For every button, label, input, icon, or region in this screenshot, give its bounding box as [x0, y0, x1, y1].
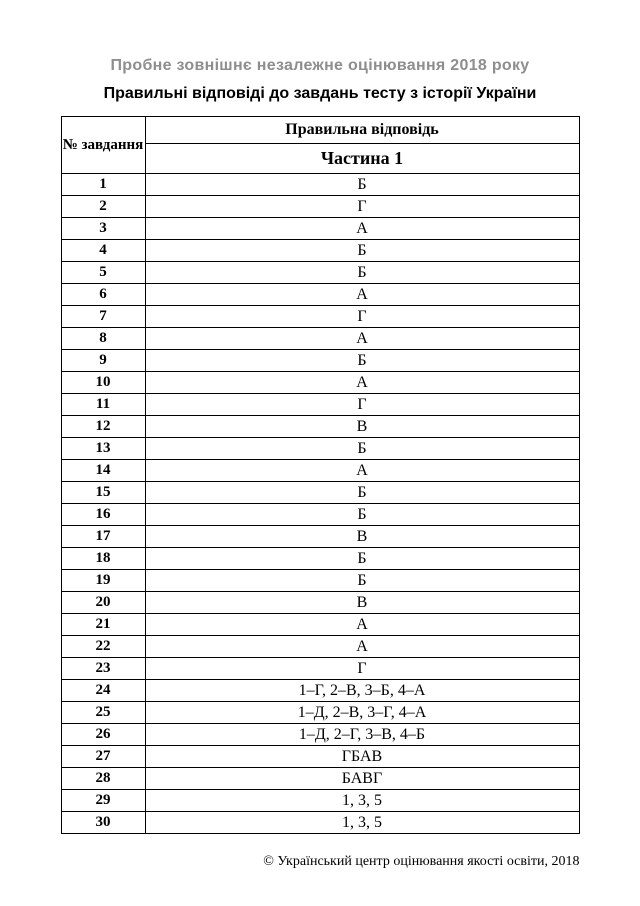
table-row — [61, 768, 579, 790]
table-row — [61, 746, 579, 768]
answer-cell: А — [145, 372, 579, 394]
task-number-cell: 5 — [61, 262, 145, 284]
table-row — [61, 394, 579, 416]
answer-cell: В — [145, 526, 579, 548]
answer-cell: Б — [145, 504, 579, 526]
page-footer: © Український центр оцінювання якості освіти, 2018 — [263, 854, 580, 869]
task-number-cell: 2 — [61, 196, 145, 218]
table-row — [61, 240, 579, 262]
answer-cell: Б — [145, 482, 579, 504]
page-subtitle: Пробне зовнішнє незалежне оцінювання 2018 року — [110, 57, 530, 74]
answer-cell: 1, 3, 5 — [145, 790, 579, 812]
table-row — [61, 482, 579, 504]
table-row — [61, 438, 579, 460]
answer-cell: 1–Д, 2–В, 3–Г, 4–А — [145, 702, 579, 724]
answer-cell: ГБАВ — [145, 746, 579, 768]
table-row — [61, 372, 579, 394]
table-row — [61, 262, 579, 284]
answers-table — [61, 116, 580, 834]
number-column-header: № завдання — [61, 117, 145, 174]
task-number-cell: 26 — [61, 724, 145, 746]
task-number-cell: 15 — [61, 482, 145, 504]
answer-cell: БАВГ — [145, 768, 579, 790]
task-number-cell: 21 — [61, 614, 145, 636]
answer-cell: Г — [145, 306, 579, 328]
table-row — [61, 724, 579, 746]
page-title: Правильні відповіді до завдань тесту з історії України — [103, 85, 537, 102]
answer-cell: 1, 3, 5 — [145, 812, 579, 834]
table-row — [61, 504, 579, 526]
table-row — [61, 328, 579, 350]
section-header-part1: Частина 1 — [145, 144, 579, 174]
table-row — [61, 680, 579, 702]
table-row — [61, 218, 579, 240]
table-row — [61, 196, 579, 218]
task-number-cell: 19 — [61, 570, 145, 592]
table-row — [61, 350, 579, 372]
task-number-cell: 3 — [61, 218, 145, 240]
answer-cell: Б — [145, 548, 579, 570]
table-row — [61, 548, 579, 570]
task-number-cell: 14 — [61, 460, 145, 482]
answer-cell: Г — [145, 658, 579, 680]
answer-cell: Б — [145, 350, 579, 372]
table-row — [61, 636, 579, 658]
header-row-top — [61, 117, 579, 144]
answer-cell: А — [145, 614, 579, 636]
task-number-cell: 4 — [61, 240, 145, 262]
answer-cell: А — [145, 460, 579, 482]
answer-cell: В — [145, 592, 579, 614]
table-row — [61, 284, 579, 306]
table-row — [61, 614, 579, 636]
answer-cell: 1–Г, 2–В, 3–Б, 4–А — [145, 680, 579, 702]
task-number-cell: 16 — [61, 504, 145, 526]
answer-cell: Б — [145, 174, 579, 196]
task-number-cell: 10 — [61, 372, 145, 394]
task-number-cell: 20 — [61, 592, 145, 614]
answer-cell: 1–Д, 2–Г, 3–В, 4–Б — [145, 724, 579, 746]
table-row — [61, 174, 579, 196]
task-number-cell: 24 — [61, 680, 145, 702]
task-number-cell: 22 — [61, 636, 145, 658]
task-number-cell: 23 — [61, 658, 145, 680]
answer-column-header: Правильна відповідь — [145, 117, 579, 144]
answer-cell: Б — [145, 262, 579, 284]
answer-cell: Б — [145, 570, 579, 592]
task-number-cell: 30 — [61, 812, 145, 834]
task-number-cell: 18 — [61, 548, 145, 570]
task-number-cell: 17 — [61, 526, 145, 548]
task-number-cell: 9 — [61, 350, 145, 372]
task-number-cell: 8 — [61, 328, 145, 350]
answer-cell: А — [145, 284, 579, 306]
task-number-cell: 11 — [61, 394, 145, 416]
table-row — [61, 790, 579, 812]
task-number-cell: 12 — [61, 416, 145, 438]
task-number-cell: 7 — [61, 306, 145, 328]
task-number-cell: 13 — [61, 438, 145, 460]
answer-cell: А — [145, 218, 579, 240]
answer-cell: А — [145, 328, 579, 350]
answer-cell: Б — [145, 240, 579, 262]
table-row — [61, 416, 579, 438]
answer-cell: А — [145, 636, 579, 658]
task-number-cell: 1 — [61, 174, 145, 196]
answer-cell: В — [145, 416, 579, 438]
answer-cell: Г — [145, 394, 579, 416]
task-number-cell: 25 — [61, 702, 145, 724]
table-row — [61, 658, 579, 680]
answer-cell: Г — [145, 196, 579, 218]
answer-cell: Б — [145, 438, 579, 460]
table-row — [61, 570, 579, 592]
table-row — [61, 306, 579, 328]
answers-table-head — [61, 117, 579, 174]
task-number-cell: 29 — [61, 790, 145, 812]
table-row — [61, 526, 579, 548]
task-number-cell: 27 — [61, 746, 145, 768]
table-row — [61, 592, 579, 614]
table-row — [61, 812, 579, 834]
answers-tbody — [61, 174, 579, 834]
task-number-cell: 28 — [61, 768, 145, 790]
table-row — [61, 460, 579, 482]
table-row — [61, 702, 579, 724]
task-number-cell: 6 — [61, 284, 145, 306]
